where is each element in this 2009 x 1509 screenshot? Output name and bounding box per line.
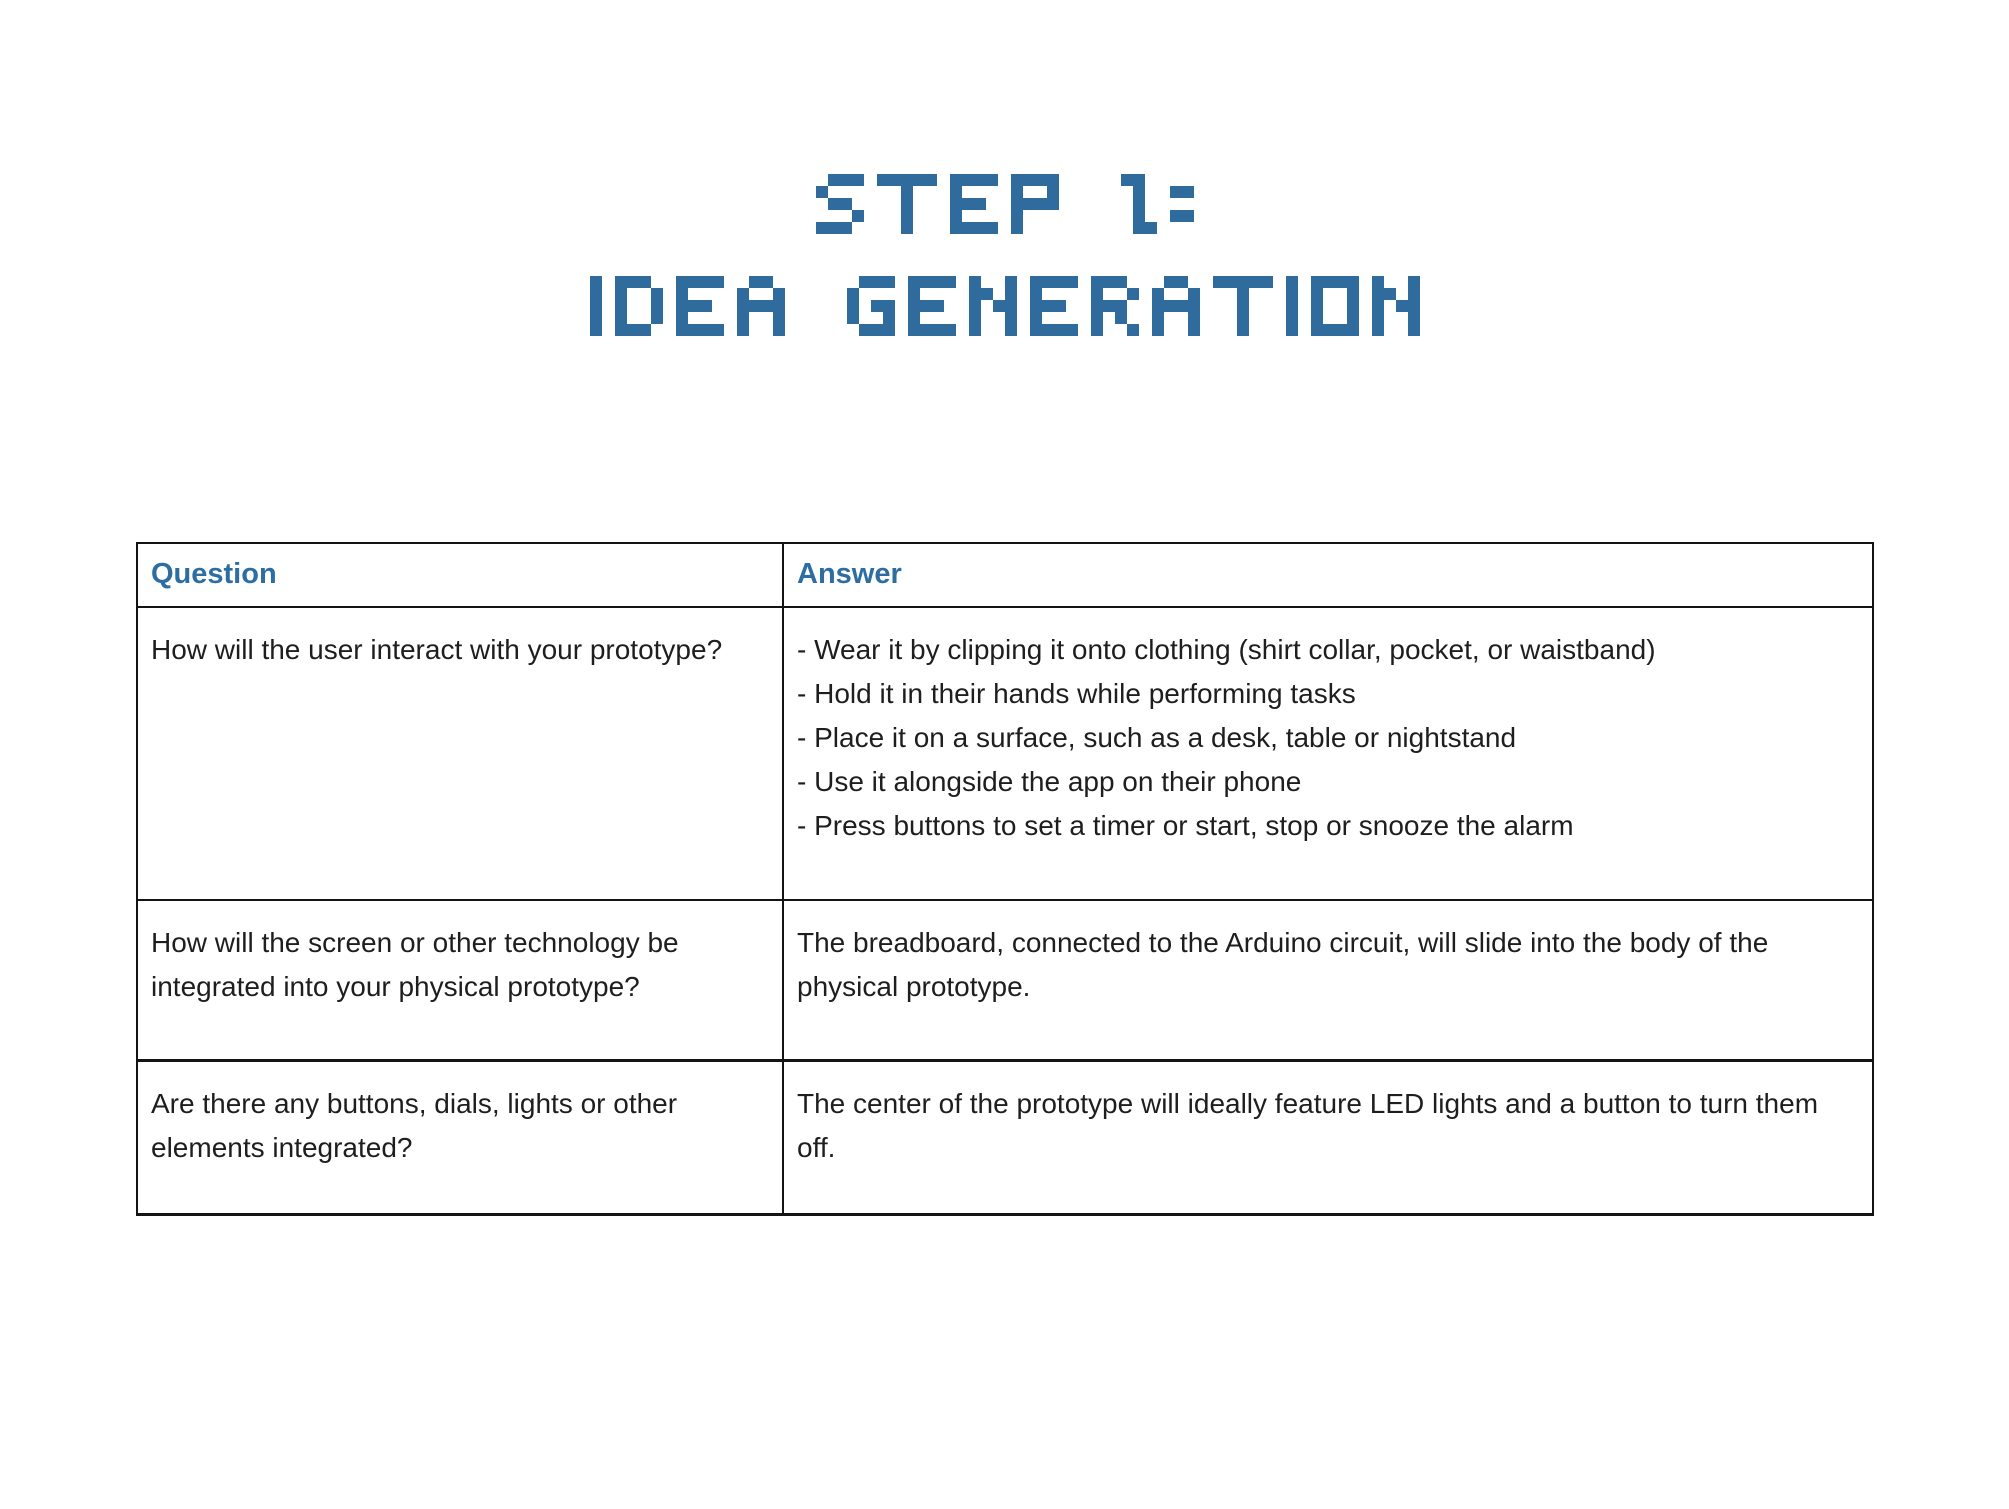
answer-cell — [783, 607, 1873, 900]
qa-table-container — [136, 542, 1874, 1216]
title-line-1 — [816, 174, 1194, 234]
pixel-glyph — [950, 174, 998, 234]
column-header-question: Question — [137, 543, 783, 607]
answer-cell — [783, 1060, 1873, 1214]
pixel-glyph — [1152, 276, 1200, 336]
question-text: How will the user interact with your prototype? — [151, 634, 723, 665]
pixel-glyph — [798, 276, 834, 336]
pixel-glyph — [1372, 276, 1420, 336]
title-line-2 — [590, 276, 1420, 336]
pixel-glyph — [1091, 276, 1139, 336]
pixel-glyph — [1030, 276, 1078, 336]
pixel-glyph — [737, 276, 785, 336]
question-cell — [137, 1060, 783, 1214]
table-row — [137, 1060, 1873, 1214]
page-title — [0, 174, 2009, 336]
pixel-glyph — [1011, 174, 1059, 234]
question-text: Are there any buttons, dials, lights or other elements integrated? — [151, 1087, 678, 1163]
pixel-glyph — [1311, 276, 1359, 336]
answer-text: - Hold it in their hands while performing tasks — [797, 678, 1356, 709]
question-text: How will the screen or other technology be integrated into your physical prototype? — [151, 927, 679, 1002]
pixel-glyph — [816, 174, 864, 234]
pixel-glyph — [1170, 174, 1194, 234]
qa-table — [136, 542, 1874, 1216]
pixel-glyph — [1121, 174, 1157, 234]
table-row — [137, 607, 1873, 900]
answer-text: - Place it on a surface, such as a desk, table or nightstand — [797, 722, 1517, 753]
answer-text: - Wear it by clipping it onto clothing (shirt collar, pocket, or waistband) — [797, 634, 1656, 665]
pixel-glyph — [1072, 174, 1108, 234]
pixel-glyph — [877, 174, 937, 234]
answer-text: - Press buttons to set a timer or start, stop or snooze the alarm — [797, 810, 1574, 841]
answer-text: The breadboard, connected to the Arduino circuit, will slide into the body of the physical prototype. — [797, 927, 1769, 1002]
pixel-glyph — [1213, 276, 1273, 336]
answer-text: - Use it alongside the app on their phone — [797, 766, 1302, 797]
column-header-answer: Answer — [783, 543, 1873, 607]
table-row — [137, 900, 1873, 1060]
pixel-glyph — [969, 276, 1017, 336]
pixel-glyph — [590, 276, 602, 336]
answer-text: The center of the prototype will ideally feature LED lights and a button to turn them off. — [797, 1087, 1819, 1163]
pixel-glyph — [908, 276, 956, 336]
table-header-row — [137, 543, 1873, 607]
question-cell — [137, 607, 783, 900]
answer-cell — [783, 900, 1873, 1060]
pixel-glyph — [676, 276, 724, 336]
pixel-glyph — [847, 276, 895, 336]
qa-table-body — [137, 607, 1873, 1214]
pixel-glyph — [615, 276, 663, 336]
question-cell — [137, 900, 783, 1060]
pixel-glyph — [1286, 276, 1298, 336]
